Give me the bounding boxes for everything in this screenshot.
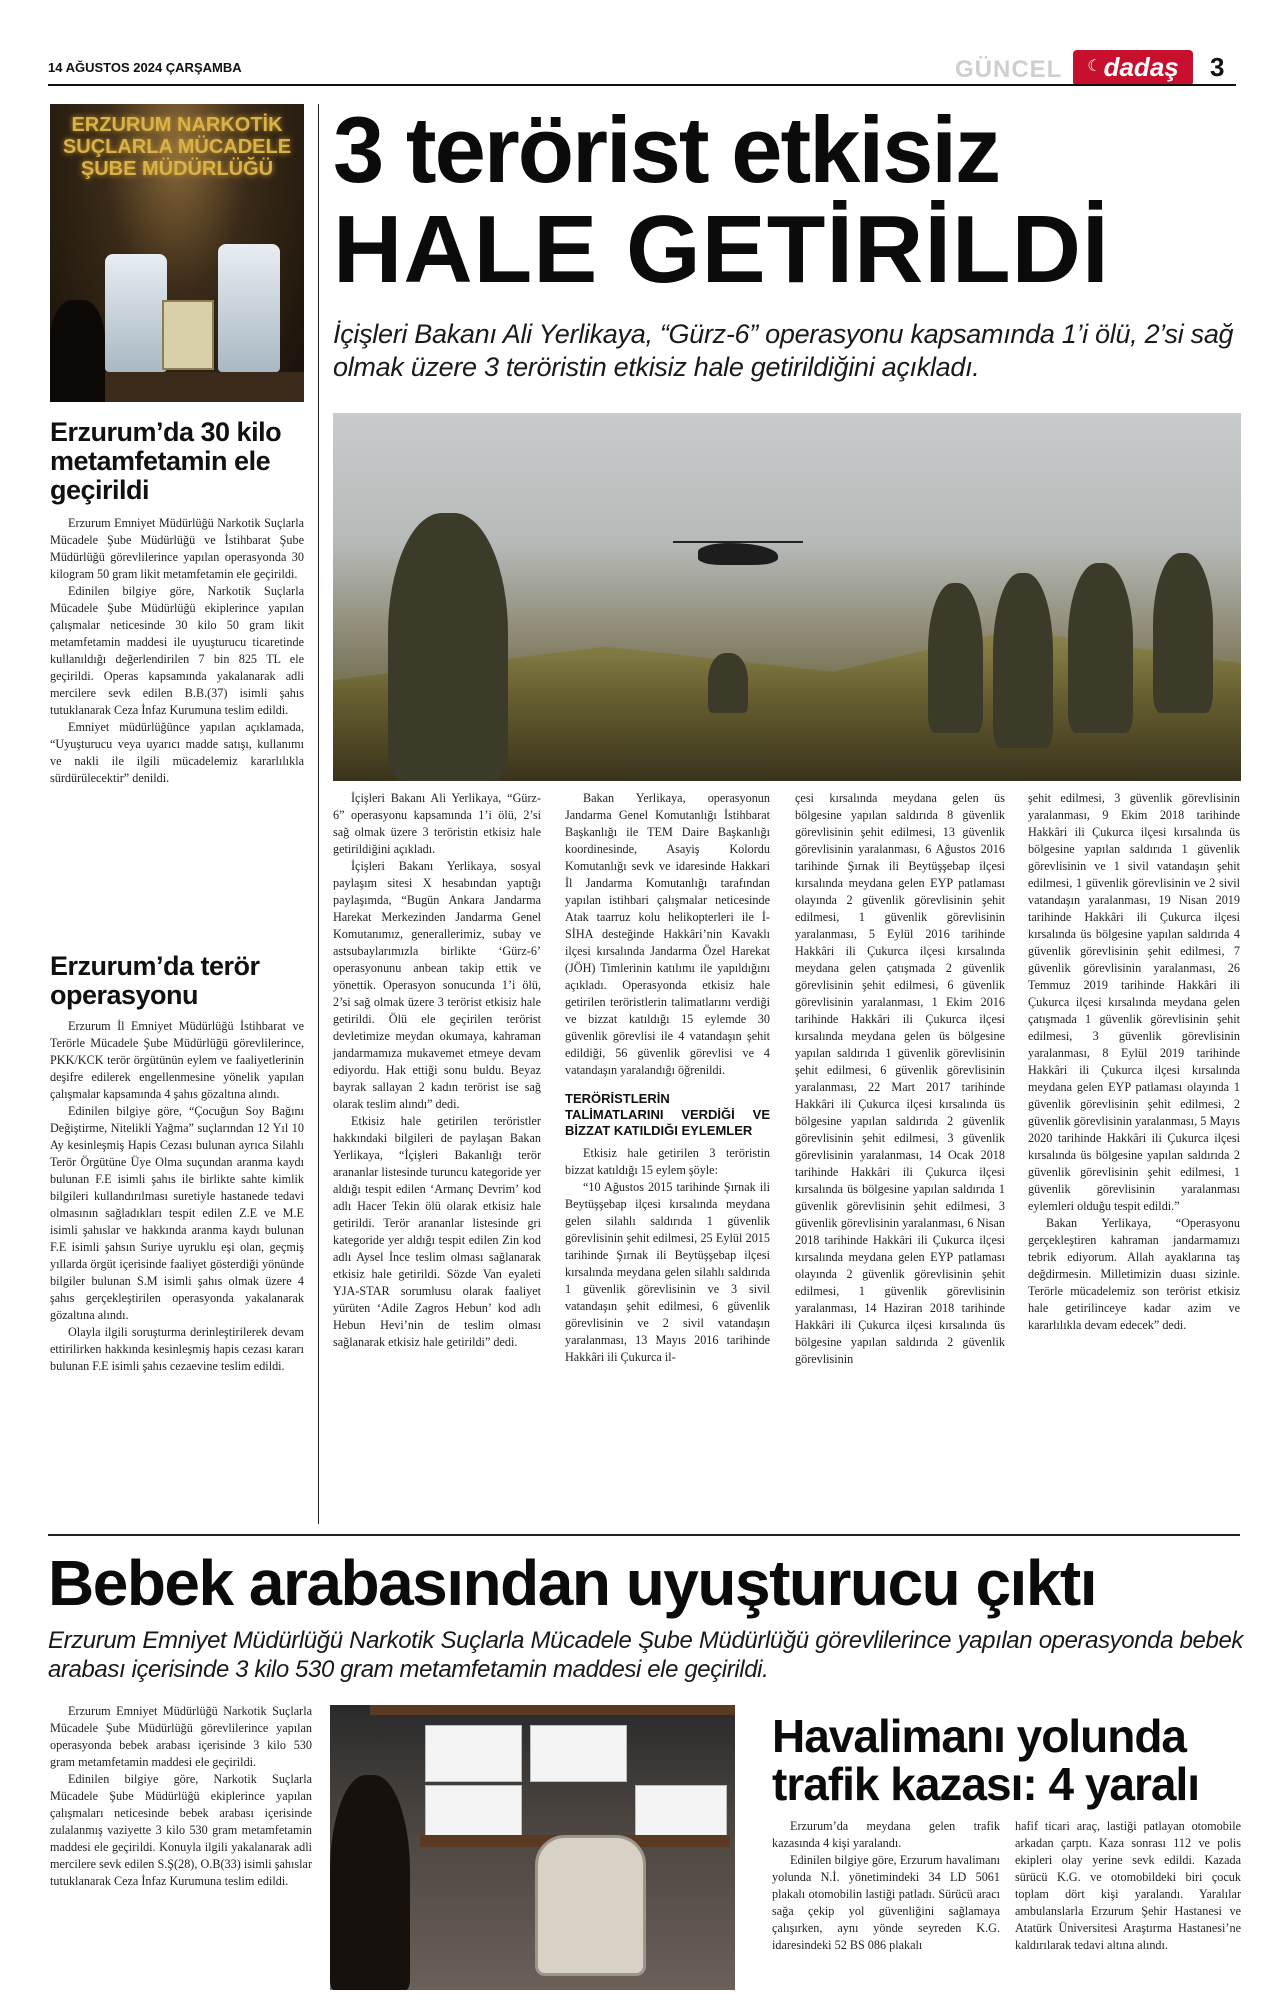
story3-paragraph: Erzurum Emniyet Müdürlüğü Narkotik Suçlarla Mücadele Şube Müdürlüğü görevlilerince yapılan operasyonda bebek arabası içerisinde 3 kilo 530 gram metamfetamin maddesi ele geçirildi.: [50, 1704, 312, 1769]
story4-headline: Havalimanı yolunda trafik kazası: 4 yaralı: [772, 1710, 1200, 1810]
crescent-star-icon: ☾: [1087, 58, 1102, 75]
main-headline-line2: HALE GETİRİLDİ: [333, 196, 1110, 303]
main-col2: [565, 790, 770, 1366]
story3-body: [50, 1703, 312, 1890]
section-label: GÜNCEL: [955, 56, 1063, 83]
story3-paragraph: Edinilen bilgiye göre, Narkotik Suçlarla Mücadele Şube Müdürlüğü ekiplerince yapılan çalışmaları neticesinde bebek arabası içerisinde zulalanmış vaziyette 3 kilo 530 gram metamfetamin maddesi ele geçirildi. Konuyla ilgili yakalanarak adli mercilere sevk edilen S.Ş(28), O.B(33) isimli şahıslar tutuklanarak Ceza İnfaz Kurumuna teslim edildi.: [50, 1772, 312, 1888]
soldier: [1153, 553, 1213, 713]
side2-paragraph: Erzurum İl Emniyet Müdürlüğü İstihbarat ve Terörle Mücadele Şube Müdürlüğü görevlilerince, PKK/KCK terör örgütünün eylem ve faaliyetlerinin deşifre edilerek engellenmesine yönelik yapılan çalışmalar kapsamında 4 şahıs gözaltına alındı.: [50, 1019, 304, 1101]
soldier: [993, 573, 1053, 748]
side1-paragraph: Erzurum Emniyet Müdürlüğü Narkotik Suçlarla Mücadele Şube Müdürlüğü ve İstihbarat Şube Müdürlüğü görevlilerince yapılan operasyonda 30 kilogram 50 gram likit metamfetamin ele geçirildi.: [50, 516, 304, 581]
drug-package: [425, 1725, 522, 1782]
baby-car-seat: [535, 1835, 646, 1976]
drug-package: [530, 1725, 627, 1782]
main-paragraph: Bakan Yerlikaya, operasyonun Jandarma Genel Komutanlığı İstihbarat Başkanlığı ile TEM Daire Başkanlığı koordinesinde, Asayiş Kolordu Komutanlığı sevk ve idaresinde Hakkari İl Jandarma Komutanlığı tarafından yapılan istihbari çalışmalar neticesinde Atak taarruz kolu helikopterleri ile İ-SİHA desteğinde Hakkâri’nin Kavaklı ilçesi kırsalında Jandarma Özel Harekat (JÖH) Timlerinin katılımı ile yapıldığını açıkladı. Operasyonda etkisiz hale getirilen teröristlerin talimatlarını verdiği ve bizzat katıldığı 15 eylemde 30 güvenlik görevlisi ile 4 vatandaşın şehit edildiği, 56 güvenlik görevlisi ve 4 vatandaşın yaralandığı öğrenildi.: [565, 791, 770, 1077]
military-operation-photo: [333, 413, 1241, 781]
side2-body: [50, 1018, 304, 1375]
main-col3: [795, 790, 1005, 1368]
jug-right: [218, 244, 280, 372]
side1-paragraph: Edinilen bilgiye göre, Narkotik Suçlarla Mücadele Şube Müdürlüğü ekiplerince yapılan çalışmalar neticesinde 30 kilo 50 gram likit metamfetamin maddesi ile uyuşturucu ticaretinde kullanıldığı değerlendirilen 7 bin 825 TL ele geçirildi. Operas kapsamında yakalanarak adli mercilere sevk edilen B.B.(37) isimli şahıs tutuklanarak Ceza İnfaz Kurumuna teslim edildi.: [50, 584, 304, 717]
photo-sign-text: ERZURUM NARKOTİK SUÇLARLA MÜCADELE ŞUBE MÜDÜRLÜĞÜ: [62, 114, 292, 180]
main-subhead: TERÖRİSTLERİN TALİMATLARINI VERDİĞİ VE BİZZAT KATILDIĞI EYLEMLER: [565, 1091, 770, 1138]
story4-paragraph: hafif ticari araç, lastiği patlayan otomobile arkadan çarptı. Kaza sonrası 112 ve polis ekipleri olay yerine sevk edildi. Kazada sürücü K.G. ve otomobildeki biri çocuk toplam dört kişi yaralandı. Yaralılar ambulanslarla Erzurum Şehir Hastanesi ve Atatürk Üniversitesi Araştırma Hastanesi’ne kaldırılarak tedavi altına alındı.: [1015, 1819, 1241, 1952]
newspaper-logo: [1073, 50, 1193, 86]
side2-paragraph: Edinilen bilgiye göre, “Çocuğun Soy Bağını Değiştirme, Nitelikli Yağma” suçlarından 12 Yıl 10 Ay kesinleşmiş Hapis Cezası bulunan ayrıca Silahlı Terör Örgütüne Üye Olma suçundan aranma kaydı bulunan F.E isimli şahıs ile birlikte sahte kimlik bilgileri kullandırılması suretiyle hastanede tedavi olmasının sağladıkları tespit edilen Z.E ve M.E isimli şahıslar ve hakkında aranma kaydı bulunan F.E isimli şahsın Suriye uyruklu eşi olan, geçmiş yıllarda örgüt içerisinde faaliyet gösterdiği yönünde bilgiler bulunan S.M isimli şahıs olmak üzere 4 şahıs gerçekleştirilen operasyonda yakalanarak gözaltına alındı.: [50, 1104, 304, 1322]
k9-dog: [330, 1775, 410, 1990]
baby-carriage-seizure-photo: [330, 1705, 735, 1990]
side2-paragraph: Olayla ilgili soruşturma derinleştirilerek devam ettirilirken hakkında kesinleşmiş hapis cezası kararı bulunan F.E isimli şahıs cezaevine teslim edildi.: [50, 1325, 304, 1373]
police-badge: [162, 300, 214, 370]
logo-text: dadaş: [1103, 52, 1179, 82]
side2-headline: Erzurum’da terör operasyonu: [50, 951, 260, 1010]
story3-headline: Bebek arabasından uyuşturucu çıktı: [48, 1547, 1096, 1619]
story4-col2: [1015, 1818, 1241, 1954]
drug-package: [425, 1785, 522, 1837]
side1-headline: Erzurum’da 30 kilo metamfetamin ele geçirildi: [50, 417, 282, 505]
main-paragraph: İçişleri Bakanı Yerlikaya, sosyal paylaşım sitesi X hesabından yaptığı paylaşımda, “Bugün Ankara Jandarma Harekat Merkezinden Jandarma Genel Komutanımız, generallerimiz, subay ve astsubaylarımızla birlikte ‘Gürz-6’ operasyonunu anbean takip ettik ve yönettik. Operasyon sonucunda 1’i ölü, 2’si sağ olmak üzere 3 terörist etkisiz hale getirildi. Ölü ele geçirilen terörist devletimize meydan okumaya, kahraman jandarmamıza mukavemet etmeye devam ediyordu. Hak ettiği sonu buldu. Beyaz bayrak sallayan 2 kadın terörist ise sağ olarak teslim alındı” dedi.: [333, 859, 541, 1111]
drug-package: [635, 1785, 727, 1837]
main-deck: İçişleri Bakanı Ali Yerlikaya, “Gürz-6” operasyonu kapsamında 1’i ölü, 2’si sağ olmak üzere 3 teröristin etkisiz hale getirildiğini açıkladı.: [333, 319, 1234, 382]
main-paragraph: “10 Ağustos 2015 tarihinde Şırnak ili Beytüşşebap ilçesi kırsalında meydana gelen silahlı saldırıda 1 güvenlik görevlisinin şehit edilmesi, 25 Eylül 2015 tarihinde Şırnak ili Beytüşşebap ilçesi kırsalında meydana gelen silahlı saldırıda 1 güvenlik görevlisinin ve 3 sivil vatandaşın şehit edilmesi, 6 güvenlik görevlisinin ve 2 sivil vatandaşın yaralanması, 13 Mayıs 2016 tarihinde Hakkâri ili Çukurca il-: [565, 1180, 770, 1364]
soldier: [1068, 563, 1133, 733]
main-paragraph: çesi kırsalında meydana gelen üs bölgesine yapılan saldırıda 8 güvenlik görevlisinin şehit edilmesi, 13 güvenlik görevlisinin yaralanması, 6 Ağustos 2016 tarihinde Şırnak ili Beytüşşebap ilçesi kırsalında meydana gelen EYP patlaması olayında 2 güvenlik görevlisinin şehit edilmesi, 1 güvenlik görevlisinin yaralanması, 5 Eylül 2016 tarihinde Hakkâri ili Çukurca ilçesi kırsalında meydana gelen çatışmada 2 güvenlik görevlisinin şehit edilmesi, 6 güvenlik görevlisinin yaralanması, 1 Ekim 2016 tarihinde Hakkâri ili Çukurca ilçesi kırsalında meydana gelen üs bölgesine yapılan saldırıda 1 güvenlik görevlisinin şehit edilmesi, 6 güvenlik görevlisinin yaralanması, 22 Mart 2017 tarihinde Hakkâri ili Çukurca ilçesi kırsalında üs bölgesine yapılan saldırıda 2 güvenlik görevlisinin şehit edilmesi, 3 güvenlik görevlisinin yaralanması, 14 Ocak 2018 tarihinde Hakkâri ili Çukurca ilçesi kırsalında üs bölgesine yapılan saldırıda 1 güvenlik görevlisinin şehit edilmesi, 3 güvenlik görevlisinin yaralanması, 6 Nisan 2018 tarihinde Hakkâri ili Çukurca ilçesi kırsalında meydana gelen EYP patlaması olayında 2 güvenlik görevlisinin şehit edilmesi, 1 güvenlik görevlisinin yaralanması, 14 Haziran 2018 tarihinde Hakkâri ili Çukurca ilçesi kırsalında üs bölgesine yapılan saldırıda 2 güvenlik görevlisinin: [795, 791, 1005, 1366]
story-divider: [48, 1534, 1240, 1536]
header-divider: [48, 84, 1236, 86]
soldier: [928, 583, 983, 733]
main-col1: [333, 790, 541, 1351]
story4-paragraph: Edinilen bilgiye göre, Erzurum havalimanı yolunda N.İ. yönetimindeki 34 LD 5061 plakalı otomobilin lastiği patladı. Sürücü aracı sağa çekip yol güvenliğini sağlamaya çalışırken, aynı yönde seyreden K.G. idaresindeki 52 BS 086 plakalı: [772, 1853, 1000, 1952]
main-headline-line1: 3 terörist etkisiz: [333, 97, 1000, 202]
main-paragraph: Etkisiz hale getirilen teröristler hakkındaki bilgileri de paylaşan Bakan Yerlikaya, “İçişleri Bakanlığı terör arananlar listesinde turuncu kategoride yer aldığı tespit edilen ‘Armanç Devrim’ kod adlı Hacer Tekin ölü olarak etkisiz hale getirildi. Terör arananlar listesinde gri kategoride yer aldığı tespit edilen Zin kod adlı Aysel İnce teslim olması sağlanarak etkisiz hale getirildi. Sözde Van eyaleti YJA-STAR sorumlusu olarak faaliyet yürüten ‘Adile Zagros Hebun’ kod adlı Hebun Hevi’nin de teslim olması sağlanarak etkisiz hale getirildi” dedi.: [333, 1114, 541, 1349]
story4-paragraph: Erzurum’da meydana gelen trafik kazasında 4 kişi yaralandı.: [772, 1819, 1000, 1850]
main-paragraph: Etkisiz hale getirilen 3 teröristin bizzat katıldığı 15 eylem şöyle:: [565, 1146, 770, 1177]
jug-left: [105, 254, 167, 372]
page-number: 3: [1210, 52, 1225, 82]
meth-seizure-photo: [50, 104, 304, 402]
k9-dog: [50, 300, 105, 402]
issue-date: 14 AĞUSTOS 2024 ÇARŞAMBA: [48, 60, 242, 75]
main-paragraph: İçişleri Bakanı Ali Yerlikaya, “Gürz-6” operasyonu kapsamında 1’i ölü, 2’si sağ olmak üzere 3 teröristin etkisiz hale getirildiğini açıkladı.: [333, 791, 541, 856]
main-paragraph: Bakan Yerlikaya, “Operasyonu gerçekleştiren kahraman jandarmamızı tebrik ediyorum. Allah ayaklarına taş değdirmesin. Milletimizin duası sizinle. Terörle mücadelemiz son terörist etkisiz hale getirilinceye kadar azim ve kararlılıkla devam edecek” dedi.: [1028, 1216, 1240, 1332]
story3-deck: Erzurum Emniyet Müdürlüğü Narkotik Suçlarla Mücadele Şube Müdürlüğü görevlilerince yapılan operasyonda bebek arabası içerisinde 3 kilo 530 gram metamfetamin maddesi ele geçirildi.: [48, 1627, 1243, 1683]
main-col4: [1028, 790, 1240, 1334]
side1-paragraph: Emniyet müdürlüğünce yapılan açıklamada, “Uyuşturucu veya uyarıcı madde satışı, kullanımı ve nakli ile ilgili mücadelemiz kararlılıkla sürdürülecektir” denildi.: [50, 720, 304, 785]
photo-shelf: [370, 1705, 735, 1715]
side1-body: [50, 515, 304, 787]
story4-col1: [772, 1818, 1000, 1954]
column-rule: [318, 104, 319, 1524]
soldier: [708, 653, 748, 713]
helicopter: [698, 543, 778, 565]
soldier: [388, 513, 508, 781]
main-paragraph: şehit edilmesi, 3 güvenlik görevlisinin yaralanması, 9 Ekim 2018 tarihinde Hakkâri ili Çukurca ilçesi kırsalında üs bölgesine yapılan saldırıda 1 güvenlik görevlisinin ve 1 sivil vatandaşın şehit edilmesi, 1 güvenlik görevlisinin ve 2 sivil vatandaşın yaralanması, 19 Nisan 2019 tarihinde Hakkâri ili Çukurca ilçesi kırsalında üs bölgesine yapılan saldırıda 4 güvenlik görevlisinin şehit edilmesi, 7 güvenlik görevlisinin yaralanması, 26 Temmuz 2019 tarihinde Hakkâri ili Çukurca ilçesi kırsalında meydana gelen çatışmada 1 güvenlik görevlisinin şehit edilmesi, 3 güvenlik görevlisinin yaralanması, 8 Eylül 2019 tarihinde Hakkâri ili Çukurca ilçesi kırsalında meydana gelen EYP patlaması olayında 1 güvenlik görevlisinin şehit edilmesi, 2 güvenlik görevlisinin yaralanması, 5 Mayıs 2020 tarihinde Hakkâri ili Çukurca ilçesi kırsalında üs bölgesine yapılan saldırıda 2 güvenlik görevlisinin şehit edilmesi, 1 güvenlik görevlisinin yaralanması eylemleri olduğu tespit edildi.”: [1028, 791, 1240, 1213]
